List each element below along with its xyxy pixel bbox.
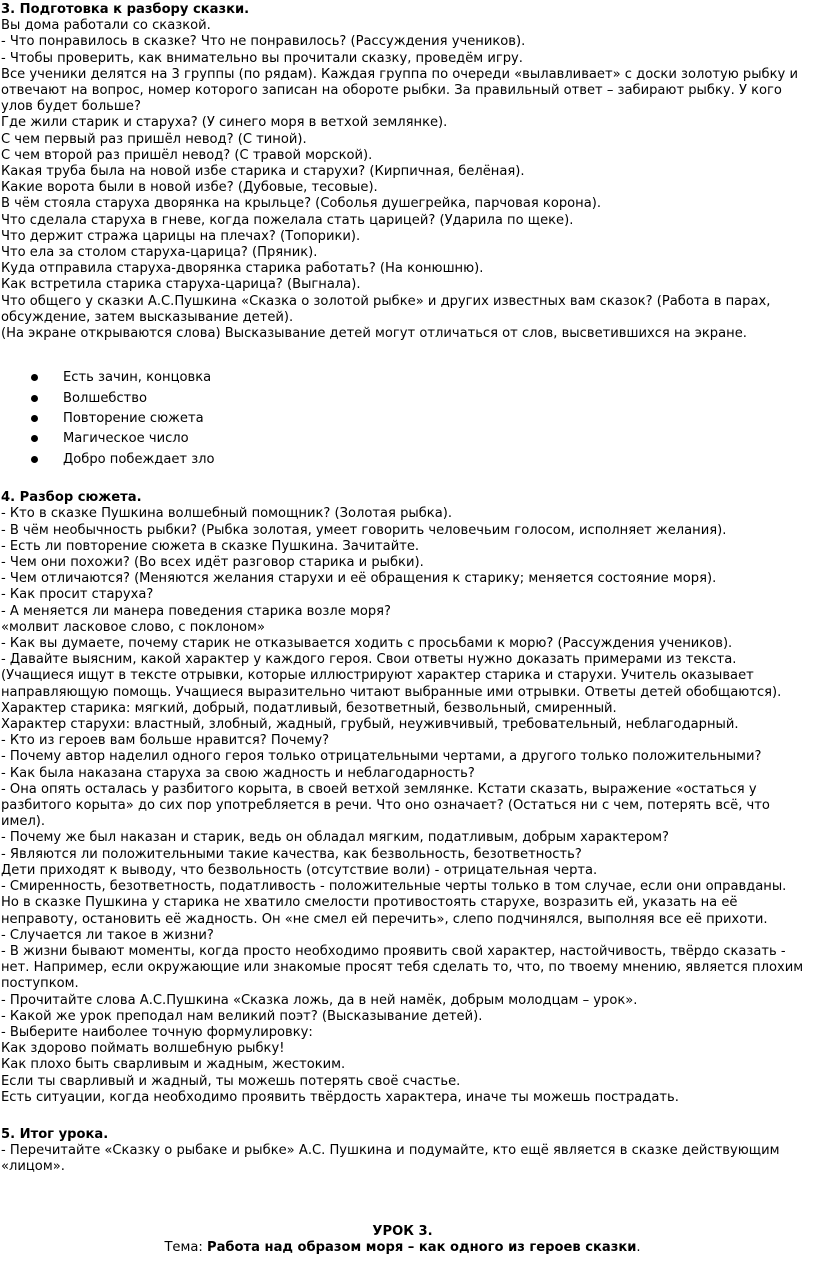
paragraph: Как плохо быть сварливым и жадным, жестоким.: [1, 1057, 346, 1073]
paragraph: Как здорово поймать волшебную рыбку!: [1, 1041, 285, 1057]
paragraph: Есть ситуации, когда необходимо проявить твёрдость характера, иначе ты можешь пострадать.: [1, 1089, 679, 1105]
paragraph: - Есть ли повторение сюжета в сказке Пушкина. Зачитайте.: [1, 538, 420, 554]
bullet-icon: [31, 374, 38, 381]
question: С чем первый раз пришёл невод? (С тиной).: [1, 131, 307, 147]
paragraph: - Чтобы проверить, как внимательно вы прочитали сказку, проведём игру.: [1, 50, 523, 66]
paragraph: - Что понравилось в сказке? Что не понравилось? (Рассуждения учеников).: [1, 34, 526, 50]
paragraph: - Почему автор наделил одного героя только отрицательными чертами, а другого только положительными?: [1, 749, 762, 765]
paragraph: - Выберите наиболее точную формулировку:: [1, 1024, 313, 1040]
question: Какая труба была на новой избе старика и старухи? (Кирпичная, белёная).: [1, 164, 525, 180]
paragraph: Вы дома работали со сказкой.: [1, 18, 211, 34]
paragraph: Что общего у сказки А.С.Пушкина «Сказка о золотой рыбке» и других известных вам сказок? (Работа в парах, обсуждение, затем высказывание детей).: [1, 293, 771, 325]
paragraph: - Она опять осталась у разбитого корыта, в своей ветхой землянке. Кстати сказать, выражение «остаться у разбитого корыта» до сих пор употребляется в речи. Что оно означает? (Остаться ни с чем, потерять всё, что имел).: [1, 781, 770, 830]
paragraph: - Кто из героев вам больше нравится? Почему?: [1, 733, 330, 749]
section-3: [1, 2, 804, 490]
paragraph: - Чем они похожи? (Во всех идёт разговор старика и рыбки).: [1, 555, 424, 571]
paragraph: - Почему же был наказан и старик, ведь он обладал мягким, податливым, добрым характером?: [1, 830, 669, 846]
paragraph: - Какой же урок преподал нам великий поэт? (Высказывание детей).: [1, 1008, 483, 1024]
paragraph: - Перечитайте «Сказку о рыбаке и рыбке» А.С. Пушкина и подумайте, кто ещё является в сказке действующим «лицом».: [1, 1143, 780, 1175]
list-item: Повторение сюжета: [31, 409, 804, 429]
paragraph: - В чём необычность рыбки? (Рыбка золотая, умеет говорить человечьим голосом, исполняет желания).: [1, 522, 727, 538]
list-item: Добро побеждает зло: [31, 450, 804, 470]
section-4: [1, 490, 804, 1127]
topic-text: Работа над образом моря – как одного из героев сказки: [206, 1239, 637, 1255]
paragraph: - Как была наказана старуха за свою жадность и неблагодарность?: [1, 765, 475, 781]
bullet-icon: [31, 415, 38, 422]
paragraph: Характер старухи: властный, злобный, жадный, грубый, неуживчивый, требовательный, неблагодарный.: [1, 717, 739, 733]
paragraph: - А меняется ли манера поведения старика возле моря?: [1, 603, 391, 619]
list-item: Волшебство: [31, 389, 804, 409]
paragraph: - Являются ли положительными такие качества, как безвольность, безответность?: [1, 846, 582, 862]
question: Где жили старик и старуха? (У синего моря в ветхой землянке).: [1, 115, 448, 131]
question: Как встретила старика старуха-царица? (Выгнала).: [1, 277, 361, 293]
list-item: Есть зачин, концовка: [31, 368, 804, 388]
question: С чем второй раз пришёл невод? (С травой морской).: [1, 147, 373, 163]
bullet-list: [1, 368, 804, 470]
paragraph: - Случается ли такое в жизни?: [1, 927, 214, 943]
paragraph: - Как вы думаете, почему старик не отказывается ходить с просьбами к морю? (Рассуждения учеников).: [1, 636, 733, 652]
question: Что сделала старуха в гневе, когда пожелала стать царицей? (Ударила по щеке).: [1, 212, 574, 228]
lesson-topic: [1, 1240, 804, 1256]
section-3-heading: 3. Подготовка к разбору сказки.: [1, 2, 250, 17]
paragraph: - Кто в сказке Пушкина волшебный помощник? (Золотая рыбка).: [1, 506, 452, 522]
question: Что держит стража царицы на плечах? (Топорики).: [1, 228, 361, 244]
question: Какие ворота были в новой избе? (Дубовые, тесовые).: [1, 180, 378, 196]
paragraph: - Прочитайте слова А.С.Пушкина «Сказка ложь, да в ней намёк, добрым молодцам – урок».: [1, 992, 638, 1008]
paragraph: - В жизни бывают моменты, когда просто необходимо проявить свой характер, настойчивость, твёрдо сказать - нет. Например, если окружающие или знакомые просят тебя сделать то, что, по твоему мнению, является плохим поступком.: [1, 943, 804, 992]
topic-label: Тема:: [164, 1239, 207, 1255]
paragraph: - Смиренность, безответность, податливость - положительные черты только в том случае, если они оправданы. Но в сказке Пушкина у старика не хватило смелости противостоять старухе, возразить ей, указать на её неправоту, остановить её жадность. Он «не смел ей перечить», слепо подчинялся, выполняя все её прихоти.: [1, 879, 787, 927]
bullet-icon: [31, 435, 38, 442]
topic-end: .: [636, 1239, 641, 1255]
paragraph: Дети приходят к выводу, что безвольность (отсутствие воли) - отрицательная черта.: [1, 862, 598, 878]
section-5-heading: 5. Итог урока.: [1, 1126, 109, 1142]
lesson-3-header: [1, 1224, 804, 1256]
paragraph: - Чем отличаются? (Меняются желания старухи и её обращения к старику; меняется состояние моря).: [1, 571, 717, 587]
question: Что ела за столом старуха-царица? (Пряник).: [1, 245, 318, 261]
paragraph: Все ученики делятся на 3 группы (по рядам). Каждая группа по очереди «вылавливает» с доски золотую рыбку и отвечают на вопрос, номер которого записан на обороте рыбки. За правильный ответ – забирают рыбку. У кого улов будет больше?: [1, 66, 798, 115]
quote: «молвит ласковое слово, с поклоном»: [1, 619, 266, 635]
paragraph: - Давайте выясним, какой характер у каждого героя. Свои ответы нужно доказать примерами из текста.: [1, 652, 737, 668]
list-item: Магическое число: [31, 429, 804, 449]
bullet-icon: [31, 395, 38, 402]
lesson-title: УРОК 3.: [372, 1223, 433, 1239]
paragraph: (На экране открываются слова) Высказывание детей могут отличаться от слов, высветившихся на экране.: [1, 326, 747, 342]
paragraph: Характер старика: мягкий, добрый, податливый, безответный, безвольный, смиренный.: [1, 700, 617, 716]
section-5: [1, 1127, 804, 1224]
question: Куда отправила старуха-дворянка старика работать? (На конюшню).: [1, 261, 484, 277]
section-4-heading: 4. Разбор сюжета.: [1, 490, 142, 506]
question: В чём стояла старуха дворянка на крыльце? (Соболья душегрейка, парчовая корона).: [1, 196, 602, 212]
paragraph: (Учащиеся ищут в тексте отрывки, которые иллюстрируют характер старика и старухи. Учитель оказывает направляющую помощь. Учащиеся выразительно читают выбранные ими отрывки. Ответы детей обобщаются).: [1, 668, 782, 700]
paragraph: Если ты сварливый и жадный, ты можешь потерять своё счастье.: [1, 1073, 461, 1089]
paragraph: - Как просит старуха?: [1, 587, 154, 603]
bullet-icon: [31, 456, 38, 463]
